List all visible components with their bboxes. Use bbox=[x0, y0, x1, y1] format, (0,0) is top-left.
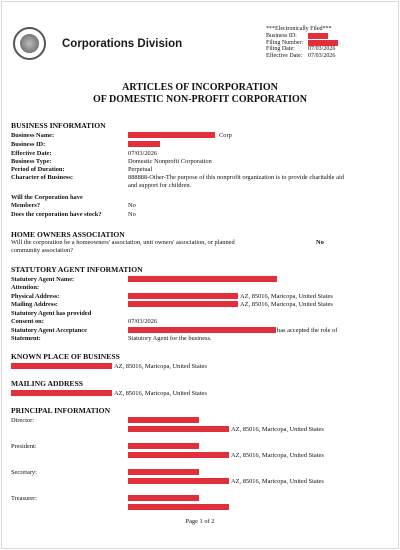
redacted-block bbox=[128, 327, 276, 333]
business-id-row bbox=[266, 33, 338, 40]
filed-title-row bbox=[266, 26, 338, 33]
agent-consent-label-line1: Statutory Agent has provided bbox=[11, 310, 92, 317]
redacted-block bbox=[128, 443, 199, 449]
redacted-block bbox=[11, 390, 112, 396]
effective-date-field-value: 07/03/2026 bbox=[128, 150, 158, 157]
business-name-label: Business Name: bbox=[11, 132, 55, 139]
secretary-address-suffix: AZ, 85016, Maricopa, United States bbox=[231, 478, 324, 485]
redacted-block bbox=[308, 33, 328, 39]
president-address-suffix: AZ, 85016, Maricopa, United States bbox=[231, 452, 324, 459]
effective-date-row bbox=[266, 53, 338, 60]
filing-info-box bbox=[266, 26, 338, 60]
document-title-line1: ARTICLES OF INCORPORATION bbox=[122, 82, 278, 93]
redacted-block bbox=[128, 141, 160, 147]
period-duration-value: Perpetual bbox=[128, 166, 153, 173]
principal-heading: PRINCIPAL INFORMATION bbox=[11, 406, 111, 415]
business-info-heading: BUSINESS INFORMATION bbox=[11, 121, 106, 130]
redacted-block bbox=[128, 132, 215, 138]
director-label: Director: bbox=[11, 417, 35, 424]
hoa-question-line2: community association? bbox=[11, 247, 73, 254]
business-type-label: Business Type: bbox=[11, 158, 52, 165]
hoa-heading: HOME OWNERS ASSOCIATION bbox=[11, 230, 125, 239]
agent-mailing-suffix: AZ, 85016, Maricopa, United States bbox=[240, 301, 333, 308]
filing-date-value: 07/03/2026 bbox=[308, 46, 336, 53]
agent-heading: STATUTORY AGENT INFORMATION bbox=[11, 265, 143, 274]
redacted-block bbox=[308, 40, 338, 46]
hoa-answer: No bbox=[316, 239, 324, 246]
business-type-value: Domestic Nonprofit Corporation bbox=[128, 158, 212, 165]
effective-date-value: 07/03/2026 bbox=[308, 53, 336, 60]
agent-acceptance-label-line1: Statutory Agent Acceptance bbox=[11, 327, 87, 334]
mailing-heading: MAILING ADDRESS bbox=[11, 379, 83, 388]
agent-consent-value: 07/03/2026 bbox=[128, 318, 158, 325]
members-label-line1: Will the Corporation have bbox=[11, 194, 83, 201]
agent-mailing-label: Mailing Address: bbox=[11, 301, 58, 308]
hoa-question-line1: Will the corporation be a homeowners' association, unit owners' association, or planned bbox=[11, 239, 235, 246]
filing-date-label: Filing Date: bbox=[266, 46, 295, 53]
redacted-block bbox=[128, 469, 199, 475]
agent-acceptance-value-line2: Statutory Agent for the business. bbox=[128, 335, 212, 342]
members-label-line2: Members? bbox=[11, 202, 41, 209]
character-business-value-line1: 888888-Other-The purpose of this nonprofit organization is to provide charitable aid bbox=[128, 174, 344, 181]
redacted-block bbox=[128, 452, 229, 458]
character-business-value-line2: and support for children. bbox=[128, 182, 192, 189]
members-value: No bbox=[128, 202, 136, 209]
division-title: Corporations Division bbox=[62, 38, 183, 50]
redacted-block bbox=[11, 363, 112, 369]
redacted-block bbox=[128, 293, 238, 299]
character-business-label: Character of Business: bbox=[11, 174, 74, 181]
agent-name-label: Statutory Agent Name: bbox=[11, 276, 75, 283]
filing-number-label: Filing Number: bbox=[266, 39, 304, 46]
agent-physical-label: Physical Address: bbox=[11, 293, 60, 300]
agent-acceptance-label-line2: Statement: bbox=[11, 335, 41, 342]
treasurer-label: Treasurer: bbox=[11, 495, 38, 502]
agent-physical-suffix: AZ, 85016, Maricopa, United States bbox=[240, 293, 333, 300]
period-duration-label: Period of Duration: bbox=[11, 166, 65, 173]
known-place-heading: KNOWN PLACE OF BUSINESS bbox=[11, 352, 120, 361]
agent-acceptance-suffix: has accepted the role of bbox=[277, 327, 338, 334]
state-seal-icon bbox=[13, 27, 46, 60]
business-name-suffix: Corp bbox=[219, 132, 232, 139]
page-number: Page 1 of 2 bbox=[185, 518, 215, 525]
director-address-suffix: AZ, 85016, Maricopa, United States bbox=[231, 426, 324, 433]
mailing-address-suffix: AZ, 85016, Maricopa, United States bbox=[114, 390, 207, 397]
filed-title: ***Electronically Filed*** bbox=[266, 26, 332, 32]
known-place-address-suffix: AZ, 85016, Maricopa, United States bbox=[114, 363, 207, 370]
secretary-label: Secretary: bbox=[11, 469, 37, 476]
business-id-field-label: Business ID: bbox=[11, 141, 46, 148]
document-title-line2: OF DOMESTIC NON-PROFIT CORPORATION bbox=[93, 94, 307, 105]
redacted-block bbox=[128, 301, 238, 307]
redacted-block bbox=[128, 504, 229, 510]
redacted-block bbox=[128, 276, 277, 282]
agent-attention-label: Attention: bbox=[11, 284, 40, 291]
redacted-block bbox=[128, 426, 229, 432]
redacted-block bbox=[128, 478, 229, 484]
filing-number-row bbox=[266, 40, 338, 47]
stock-value: No bbox=[128, 211, 136, 218]
redacted-block bbox=[128, 417, 199, 423]
redacted-block bbox=[128, 495, 199, 501]
agent-consent-label-line2: Consent on: bbox=[11, 318, 44, 325]
stock-label: Does the corporation have stock? bbox=[11, 211, 102, 218]
business-id-label: Business ID: bbox=[266, 32, 297, 39]
effective-date-field-label: Effective Date: bbox=[11, 150, 52, 157]
president-label: President: bbox=[11, 443, 37, 450]
effective-date-label: Effective Date: bbox=[266, 53, 303, 60]
